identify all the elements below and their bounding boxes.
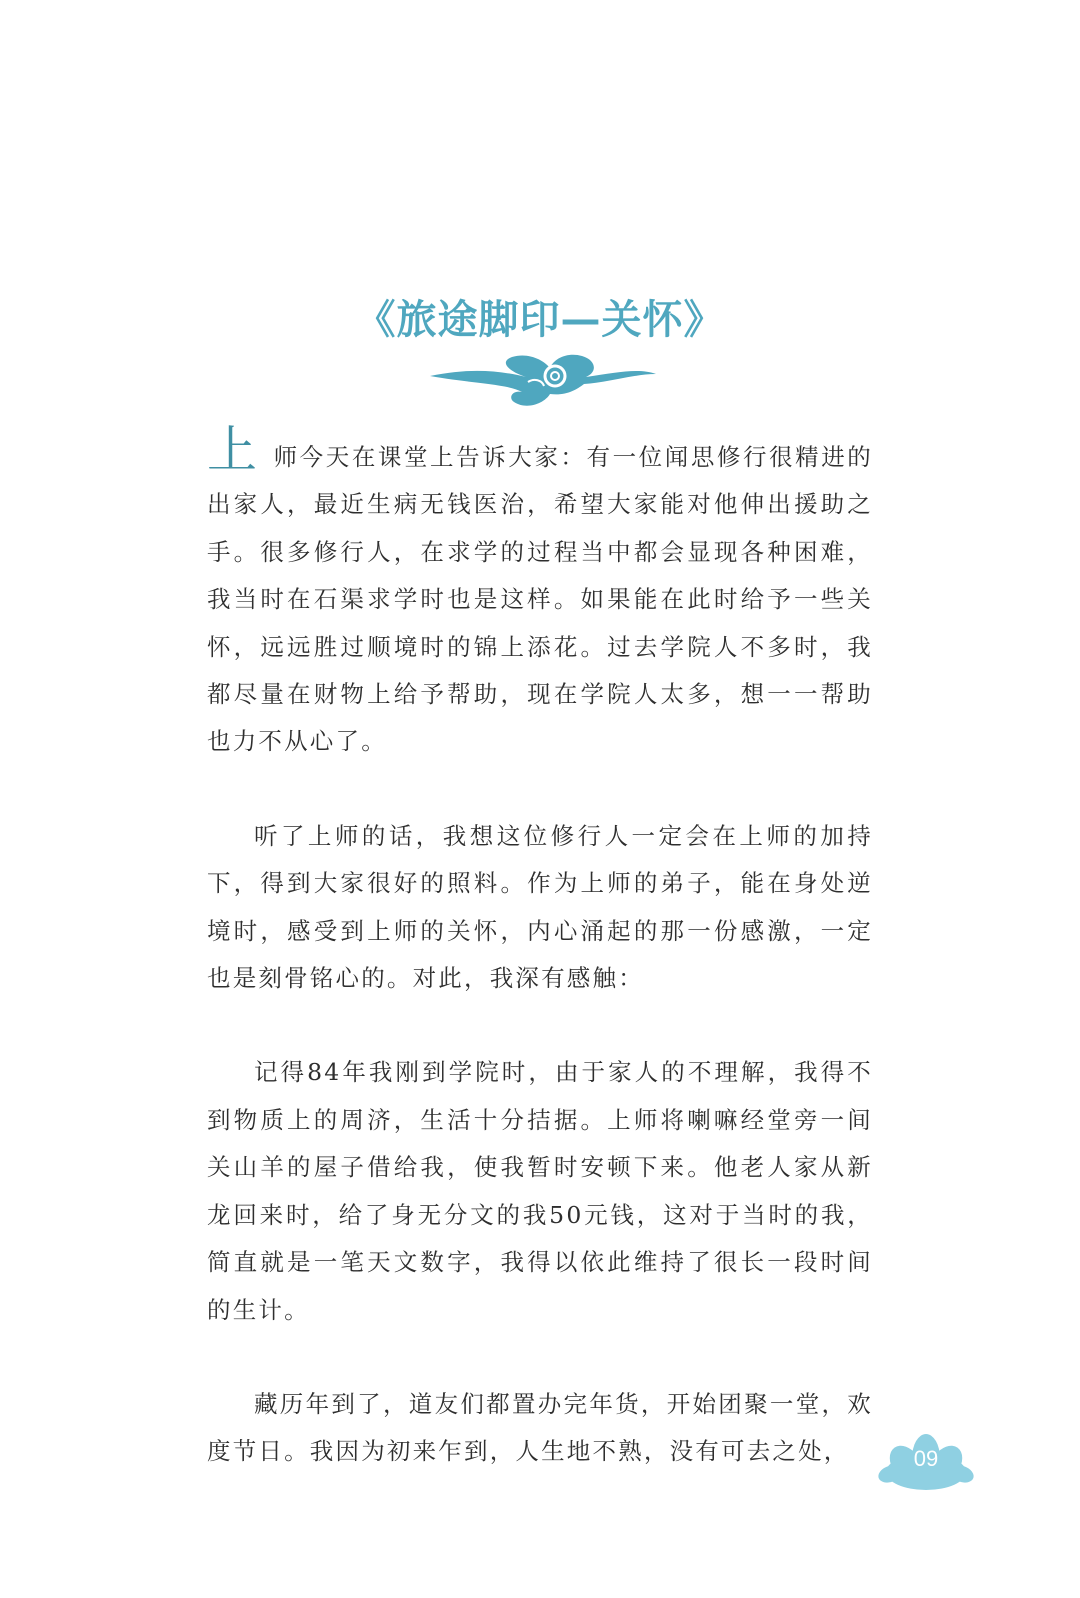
paragraph-text: 藏历年到了，道友们都置办完年货，开始团聚一堂，欢度节日。我因为初来乍到，人生地不熟，没有可去之处， — [207, 1389, 873, 1466]
article-body — [207, 421, 873, 1523]
paragraph-2 — [207, 813, 873, 1003]
paragraph-1 — [207, 421, 873, 766]
drop-cap: 上 — [207, 421, 260, 479]
cloud-ornament-icon — [428, 352, 658, 414]
paragraph-text: 听了上师的话，我想这位修行人一定会在上师的加持下，得到大家很好的照料。作为上师的弟子，能在身处逆境时，感受到上师的关怀，内心涌起的那一份感激，一定也是刻骨铭心的。对此，我深有感触： — [207, 821, 873, 993]
paragraph-4 — [207, 1381, 873, 1476]
paragraph-text: 记得84年我刚到学院时，由于家人的不理解，我得不到物质上的周济，生活十分拮据。上师将喇嘛经堂旁一间关山羊的屋子借给我，使我暂时安顿下来。他老人家从新龙回来时，给了身无分文的我50元钱，这对于当时的我，简直就是一笔天文数字，我得以依此维持了很长一段时间的生计。 — [207, 1058, 873, 1324]
paragraph-text: 师今天在课堂上告诉大家：有一位闻思修行很精进的出家人，最近生病无钱医治，希望大家能对他伸出援助之手。很多修行人，在求学的过程当中都会显现各种困难，我当时在石渠求学时也是这样。如果能在此时给予一些关怀，远远胜过顺境时的锦上添花。过去学院人不多时，我都尽量在财物上给予帮助，现在学院人太多，想一一帮助也力不从心了。 — [207, 443, 873, 756]
page-number: 09 — [913, 1446, 939, 1471]
paragraph-3 — [207, 1049, 873, 1333]
chapter-title: 《旅途脚印—关怀》 — [355, 297, 725, 343]
